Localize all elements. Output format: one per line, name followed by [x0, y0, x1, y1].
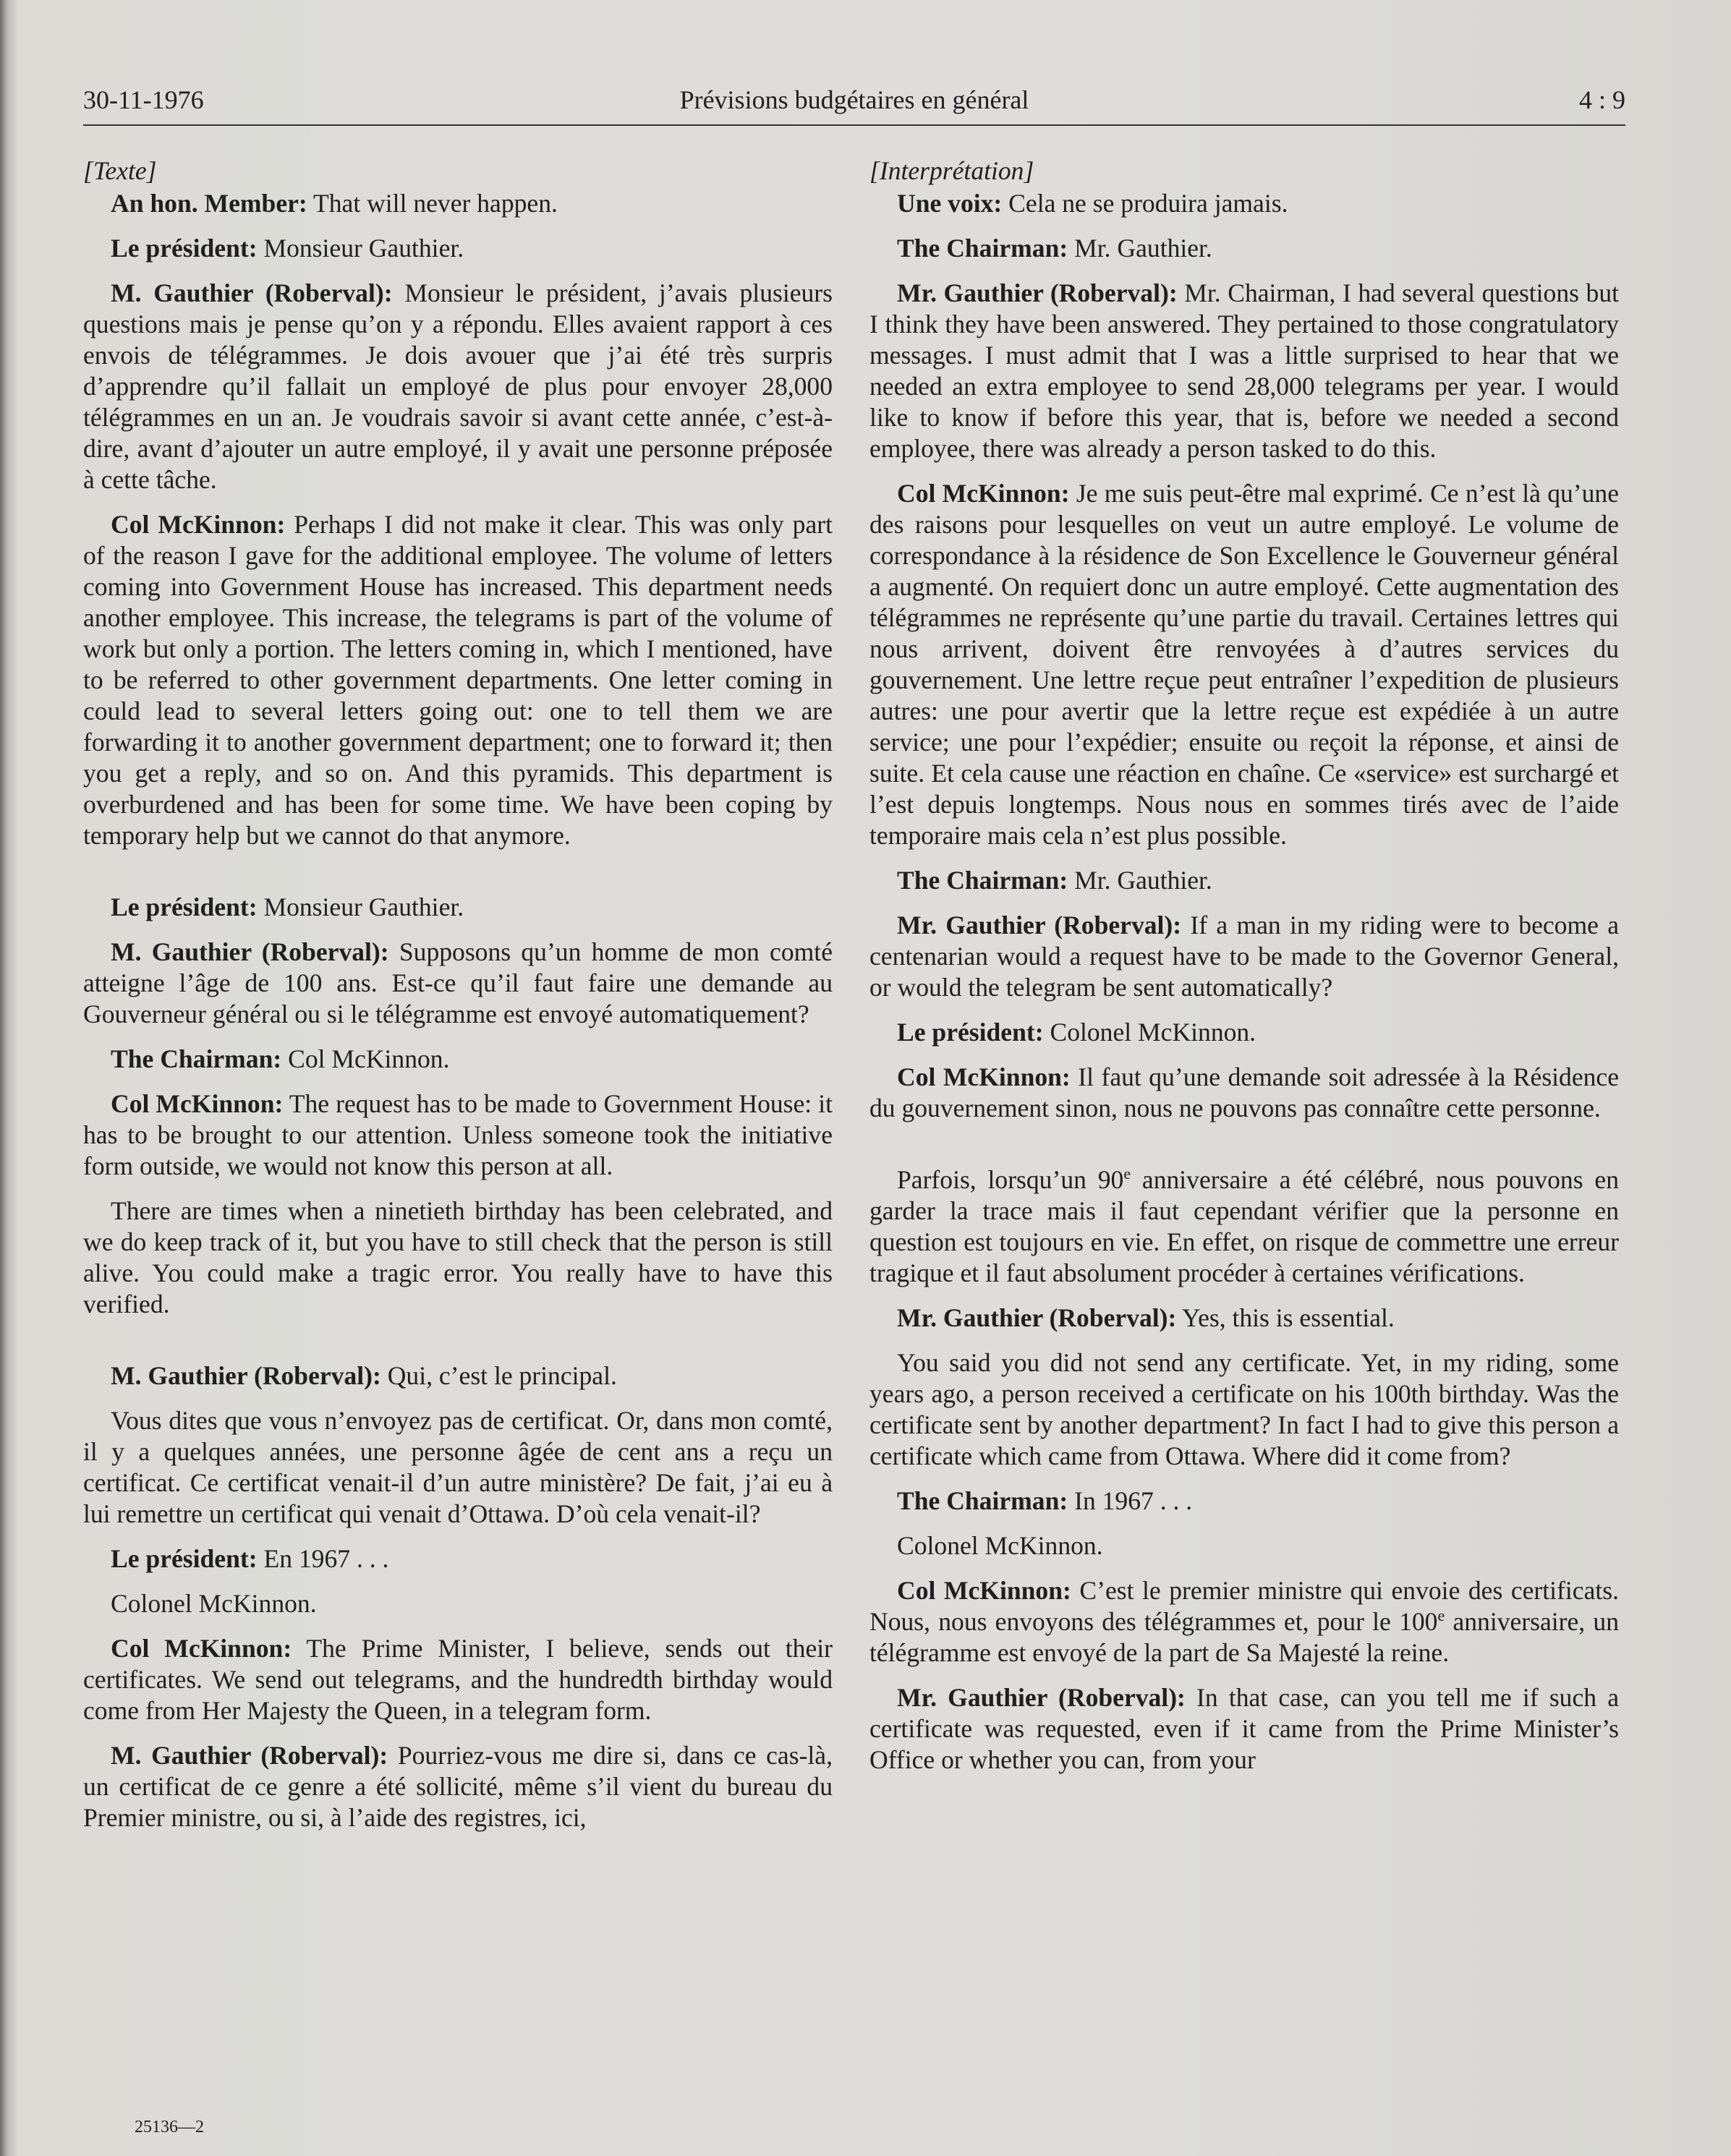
speech: Colonel McKinnon. — [111, 1589, 317, 1618]
paragraph — [83, 1740, 833, 1833]
speaker: M. Gauthier (Roberval): — [111, 937, 389, 966]
speaker: The Chairman: — [897, 1486, 1068, 1515]
speech: You said you did not send any certificate. Yet, in my riding, some years ago, a person received a certificate on his 100th birthday. Was the certificate sent by another department? In fact I had to give this person a certificate which came from Ottawa. Where did it come from? — [869, 1348, 1619, 1470]
paragraph — [83, 188, 833, 219]
paragraph — [83, 1044, 833, 1075]
speech: En 1967 . . . — [257, 1544, 389, 1573]
right-column-tag: [Interprétation] — [869, 156, 1034, 185]
speech: There are times when a ninetieth birthday has been celebrated, and we do keep track of it, but you have to still check that the person is still alive. You could make a tragic error. You really have to have this verified. — [83, 1196, 833, 1318]
paragraph — [83, 1405, 833, 1530]
speech: Colonel McKinnon. — [1043, 1018, 1256, 1047]
speaker: Le président: — [897, 1018, 1044, 1047]
speech: Mr. Gauthier. — [1068, 866, 1212, 895]
footer-code: 25136—2 — [135, 2118, 204, 2136]
speaker: Col McKinnon: — [897, 479, 1070, 508]
speech: The request has to be made to Government House: it has to be brought to our attention. Unless someone took the initiative form outside, we would not know this person at all. — [83, 1089, 833, 1180]
speech: Perhaps I did not make it clear. This was only part of the reason I gave for the additional employee. The volume of letters coming into Government House has increased. This department needs another employee. This increase, the telegrams is part of the volume of work but only a portion. The letters coming in, which I mentioned, have to be referred to other government departments. One letter coming in could lead to several letters going out: one to tell them we are forwarding it to another government department; one to forward it; then you get a reply, and so on. And this pyramids. This department is overburdened and has been for some time. We have been coping by temporary help but we cannot do that anymore. — [83, 510, 833, 850]
page-header — [83, 78, 1625, 126]
speaker: Col McKinnon: — [111, 510, 286, 539]
paragraph — [83, 937, 833, 1030]
speech: Vous dites que vous n’envoyez pas de certificat. Or, dans mon comté, il y a quelques années, une personne âgée de cent ans a reçu un certificat. Ce certificat venait-il d’un autre ministère? De fait, j’ai eu à lui remettre un certificat qui venait d’Ottawa. D’où cela venait-il? — [83, 1406, 833, 1528]
speech: Cela ne se produira jamais. — [1002, 189, 1288, 218]
paragraph — [869, 865, 1619, 896]
speaker: The Chairman: — [897, 234, 1068, 263]
paragraph — [83, 1360, 833, 1392]
paragraph — [869, 233, 1619, 264]
speaker: Le président: — [111, 1544, 258, 1573]
paragraph — [83, 509, 833, 851]
speech: Je me suis peut-être mal exprimé. Ce n’est là qu’une des raisons pour lesquelles on veut un autre employé. Le volume de correspondance à la résidence de Son Excellence le Gouverneur général a augmenté. On requiert donc un autre employé. Cette augmentation des télégrammes ne représente qu’une partie du travail. Certaines lettres qui nous arrivent, doivent être renvoyées à d’autres services du gouvernement. Une lettre reçue peut entraîner l’expedition de plusieurs autres: une pour avertir que la lettre reçue est expédiée à un autre service; une pour l’expédier; ensuite ou reçoit la réponse, et ainsi de suite. Et cela cause une réaction en chaîne. Ce «service» est surchargé et l’est depuis longtemps. Nous nous en sommes tirés avec de l’aide temporaire mais cela n’est plus possible. — [869, 479, 1619, 850]
speaker: Col McKinnon: — [111, 1634, 292, 1663]
speech: Monsieur Gauthier. — [257, 234, 464, 263]
speaker: Col McKinnon: — [897, 1062, 1071, 1091]
speech: Mr. Chairman, I had several questions but I think they have been answered. They pertained to those congratulatory messages. I must admit that I was a little surprised to hear that we needed an extra employee to send 28,000 telegrams per year. I would like to know if before this year, that is, before we needed a second employee, there was already a person tasked to do this. — [869, 278, 1620, 463]
paragraph — [869, 188, 1619, 219]
paragraph — [869, 910, 1619, 1003]
speaker: M. Gauthier (Roberval): — [111, 278, 393, 307]
speaker: M. Gauthier (Roberval): — [111, 1361, 381, 1390]
speech: Yes, this is essential. — [1176, 1303, 1395, 1332]
speech: Il faut qu’une demande soit adressée à la Résidence du gouvernement sinon, nous ne pouvons pas connaître cette personne. — [869, 1062, 1620, 1122]
speech: Supposons qu’un homme de mon comté atteigne l’âge de 100 ans. Est-ce qu’il faut faire une demande au Gouverneur général ou si le télégramme est envoyé automatiquement? — [83, 937, 833, 1028]
speaker: The Chairman: — [111, 1044, 282, 1073]
speaker: Une voix: — [897, 189, 1003, 218]
speech: Monsieur le président, j’avais plusieurs questions mais je pense qu’on y a répondu. Elles avaient rapport à ces envois de télégrammes. Je dois avouer que j’ai été très surpris d’apprendre qu’il fallait un employé de plus pour envoyer 28,000 télégrammes en un an. Je voudrais savoir si avant cette année, c’est-à-dire, avant d’ajouter un autre employé, il y avait une personne préposée à cette tâche. — [83, 278, 833, 494]
speech: The Prime Minister, I believe, sends out their certificates. We send out telegrams, and the hundredth birthday would come from Her Majesty the Queen, in a telegram form. — [83, 1634, 833, 1725]
header-page-number: 4 : 9 — [1578, 85, 1625, 114]
paragraph — [869, 1486, 1619, 1517]
paragraph — [869, 1017, 1619, 1048]
paragraph — [869, 1530, 1619, 1561]
paragraph — [869, 1347, 1619, 1472]
speaker: An hon. Member: — [111, 189, 307, 218]
paragraph — [83, 1633, 833, 1726]
speech: Colonel McKinnon. — [897, 1531, 1103, 1560]
speaker: M. Gauthier (Roberval): — [111, 1741, 388, 1770]
speech: That will never happen. — [307, 189, 558, 218]
speech: anniversaire a été célébré, nous pouvons en garder la trace mais il faut cependant vérifier que la personne en question est toujours en vie. En effet, on risque de commettre une erreur tragique et il faut absolument procéder à certaines vérifications. — [869, 1165, 1619, 1287]
speech: Qui, c’est le principal. — [380, 1361, 617, 1390]
paragraph — [869, 1062, 1619, 1124]
speaker: Col McKinnon: — [111, 1089, 284, 1118]
paragraph — [83, 892, 833, 923]
speech: In that case, can you tell me if such a certificate was requested, even if it came from the Prime Minister’s Office or whether you can, from your — [869, 1683, 1619, 1774]
paragraph — [869, 1303, 1619, 1334]
paragraph — [83, 1588, 833, 1619]
paragraph — [869, 1164, 1619, 1289]
speech: Monsieur Gauthier. — [257, 892, 464, 921]
superscript: e — [1437, 1606, 1445, 1625]
header-title: Prévisions budgétaires en général — [679, 85, 1029, 114]
speaker: Le président: — [111, 234, 258, 263]
speaker: Mr. Gauthier (Roberval): — [897, 1303, 1177, 1332]
paragraph — [869, 1575, 1619, 1669]
speech: anniversaire, un télégramme est envoyé de la part de Sa Majesté la reine. — [869, 1607, 1619, 1667]
speech: Pourriez-vous me dire si, dans ce cas-là, un certificat de ce genre a été sollicité, même s’il vient du bureau du Premier ministre, ou si, à l’aide des registres, ici, — [83, 1741, 833, 1832]
speech: If a man in my riding were to become a centenarian would a request have to be made to the Governor General, or would the telegram be sent automatically? — [869, 911, 1619, 1002]
speaker: Mr. Gauthier (Roberval): — [897, 278, 1178, 307]
speech: Parfois, lorsqu’un 90 — [897, 1165, 1124, 1194]
paragraph — [83, 1196, 833, 1320]
speech: C’est le premier ministre qui envoie des certificats. Nous, nous envoyons des télégrammes et, pour le 100 — [869, 1576, 1619, 1636]
speech: In 1967 . . . — [1068, 1486, 1193, 1515]
left-column-tag: [Texte] — [83, 156, 157, 185]
speech: Col McKinnon. — [281, 1044, 450, 1073]
paragraph — [83, 1088, 833, 1182]
speaker: The Chairman: — [897, 866, 1068, 895]
paragraph — [869, 1682, 1619, 1776]
speech: Mr. Gauthier. — [1068, 234, 1212, 263]
superscript: e — [1123, 1164, 1131, 1183]
paragraph — [869, 478, 1619, 851]
speaker: Col McKinnon: — [897, 1576, 1071, 1605]
right-column — [869, 155, 1619, 1789]
paragraph — [83, 233, 833, 264]
speaker: Mr. Gauthier (Roberval): — [897, 1683, 1186, 1712]
paragraph — [869, 278, 1619, 464]
speaker: Mr. Gauthier (Roberval): — [897, 911, 1182, 939]
paragraph — [83, 1543, 833, 1575]
speaker: Le président: — [111, 892, 258, 921]
paragraph — [83, 278, 833, 495]
header-date: 30-11-1976 — [83, 85, 204, 114]
left-column — [83, 155, 833, 1847]
